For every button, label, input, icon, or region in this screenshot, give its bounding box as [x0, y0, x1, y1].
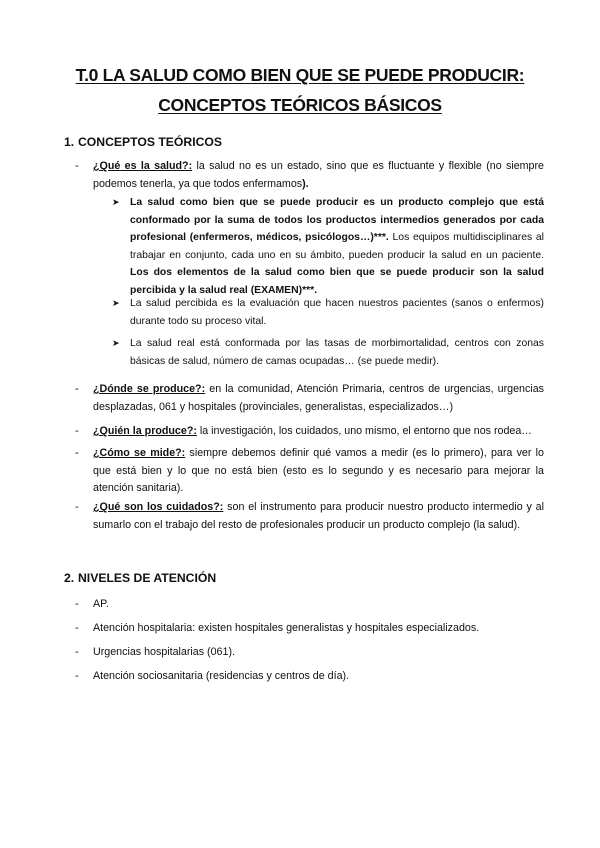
arrow-bullet-icon: ➤ [112, 338, 120, 348]
subpoint-salud-producto-complejo [130, 194, 544, 299]
bullet-dash: - [75, 670, 79, 682]
question-label: ¿Dónde se produce?: [93, 383, 206, 395]
bullet-dash: - [75, 622, 79, 634]
subpoint-salud-real: La salud real está conformada por las tasas de morbimortalidad, centros con zonas básicas de salud, número de camas ocupadas… (se puede medir). [130, 338, 544, 367]
list-item-donde-se-produce [93, 381, 544, 416]
subpoint-text: Los equipos multidisciplinares al trabajar en conjunto, cada uno en su ámbito, pueden producir la salud en un paciente. [130, 232, 544, 261]
question-label: ¿Qué son los cuidados?: [93, 501, 224, 513]
bullet-dash: - [75, 383, 79, 395]
section-1-number: 1. [64, 135, 75, 149]
document-title-line-2: CONCEPTOS TEÓRICOS BÁSICOS [158, 95, 442, 115]
bullet-dash: - [75, 160, 79, 172]
subpoint-bold-text-exam: Los dos elementos de la salud como bien que se puede producir son la salud percibida y la salud real (EXAMEN)***. [130, 267, 544, 296]
list-item-como-se-mide [93, 445, 544, 498]
arrow-bullet-icon: ➤ [112, 298, 120, 308]
question-label: ¿Cómo se mide?: [93, 447, 186, 459]
section-2-title: NIVELES DE ATENCIÓN [78, 571, 217, 585]
answer-text: son el instrumento para producir nuestro producto intermedio y al sumarlo con el trabajo del resto de profesionales producir un producto complejo (la salud). [93, 501, 544, 531]
question-label: ¿Quién la produce?: [93, 425, 197, 437]
document-title-line-1: T.0 LA SALUD COMO BIEN QUE SE PUEDE PRODUCIR: [75, 65, 525, 85]
bullet-dash: - [75, 646, 79, 658]
arrow-bullet-icon: ➤ [112, 197, 120, 207]
list-item-atencion-hospitalaria: Atención hospitalaria: existen hospitales generalistas y hospitales especializados. [93, 622, 480, 634]
list-item-atencion-sociosanitaria: Atención sociosanitaria (residencias y centros de día). [93, 670, 350, 682]
subpoint-bold-text: La salud como bien que se puede producir es un producto complejo que está conformado por la suma de todos los productos intermedios generados por cada profesional (enfermeros, médicos, psicólogos…)***. [130, 197, 544, 243]
list-item-quien-la-produce [93, 423, 544, 441]
list-item-que-son-los-cuidados [93, 499, 544, 534]
section-1-heading [64, 134, 223, 150]
list-item-que-es-la-salud [93, 158, 544, 193]
section-2-number: 2. [64, 571, 75, 585]
answer-text: siempre debemos definir qué vamos a medir (es lo primero), para ver lo que está bien y lo que no está bien (esto es lo segundo y es necesario para mejorar la atención sanitaria). [93, 447, 544, 494]
bullet-dash: - [75, 598, 79, 610]
bullet-dash: - [75, 501, 79, 513]
subpoint-salud-percibida: La salud percibida es la evaluación que hacen nuestros pacientes (sanos o enfermos) durante todo su proceso vital. [130, 298, 544, 327]
bullet-dash: - [75, 447, 79, 459]
question-label: ¿Qué es la salud?: [93, 160, 193, 172]
answer-text: la investigación, los cuidados, uno mismo, el entorno que nos rodea… [196, 425, 532, 437]
list-item-ap: AP. [93, 598, 109, 610]
section-2-heading [64, 570, 217, 586]
section-1-title: CONCEPTOS TEÓRICOS [78, 135, 223, 149]
answer-text: en la comunidad, Atención Primaria, centros de urgencias, urgencias desplazadas, 061 y hospitales (provinciales, generalistas, especializados…) [93, 383, 544, 413]
answer-text: la salud no es un estado, sino que es fluctuante y flexible (no siempre podemos tenerla, ya que todos enfermamos [93, 160, 545, 190]
answer-text-end: ). [302, 177, 309, 190]
list-item-urgencias-hospitalarias: Urgencias hospitalarias (061). [93, 646, 235, 658]
bullet-dash: - [75, 425, 79, 437]
